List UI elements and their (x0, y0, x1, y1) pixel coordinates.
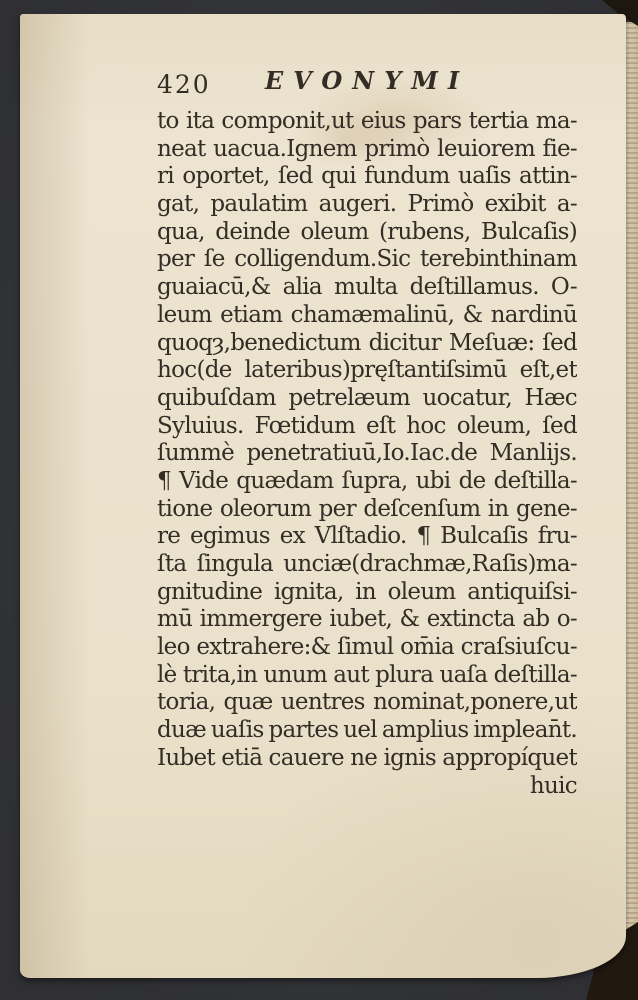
text-line: quoqȝ,benedictum dicitur Meſuæ: ſed (157, 329, 577, 356)
text-line: duæ uaſis partes uel amplius implean̄t. (157, 717, 577, 744)
text-line: re egimus ex Vlſtadio. ¶ Bulcaſis fru- (157, 523, 577, 550)
text-line: guaiacū,& alia multa deſtillamus. O- (157, 274, 577, 301)
text-line: toria, quæ uentres nominat,ponere,ut (157, 689, 577, 716)
text-line: ſummè penetratiuū,Io.Iac.de Manlijs. (157, 440, 577, 467)
book-page (20, 14, 626, 978)
page-header (157, 66, 577, 100)
book-spine-edge (20, 14, 50, 978)
text-line: leo extrahere:& ſimul om̄ia craſsiuſcu- (157, 634, 577, 661)
text-line: qua, deinde oleum (rubens, Bulcaſis) (157, 218, 577, 245)
body-text (157, 108, 577, 800)
text-line: ſta ſingula unciæ(drachmæ,Raſis)ma- (157, 551, 577, 577)
text-line: leum etiam chamæmalinū, & nardinū (157, 301, 577, 328)
text-line: gat, paulatim augeri. Primò exibit a- (157, 191, 577, 218)
text-line: hoc(de lateribus)pręſtantiſsimū eſt,et (157, 357, 577, 384)
text-line: Iubet etiā cauere ne ignis appropíquet (157, 744, 577, 771)
text-line: mū immergere iubet, & extincta ab o- (157, 606, 577, 633)
text-line: tione oleorum per deſcenſum in gene- (157, 495, 577, 522)
text-line: ri oportet, ſed qui fundum uaſis attin- (157, 163, 577, 190)
text-line: ¶ Vide quædam ſupra, ubi de deſtilla- (157, 467, 577, 494)
running-title: EVONYMI (264, 66, 470, 95)
text-line: gnitudine ignita, in oleum antiquiſsi- (157, 578, 577, 605)
text-line: Syluius. Fœtidum eſt hoc oleum, ſed (157, 412, 577, 439)
text-line: per ſe colligendum.Sic terebinthinam (157, 246, 577, 273)
page-number: 420 (157, 70, 211, 99)
text-line: neat uacua.Ignem primò leuiorem fie- (157, 135, 577, 162)
text-line: lè trita,in unum aut plura uaſa deſtilla- (157, 661, 577, 688)
text-line: to ita componit,ut eius pars tertia ma- (157, 108, 577, 134)
catchword: huic (529, 772, 577, 799)
text-line: quibuſdam petrelæum uocatur, Hæc (157, 384, 577, 411)
